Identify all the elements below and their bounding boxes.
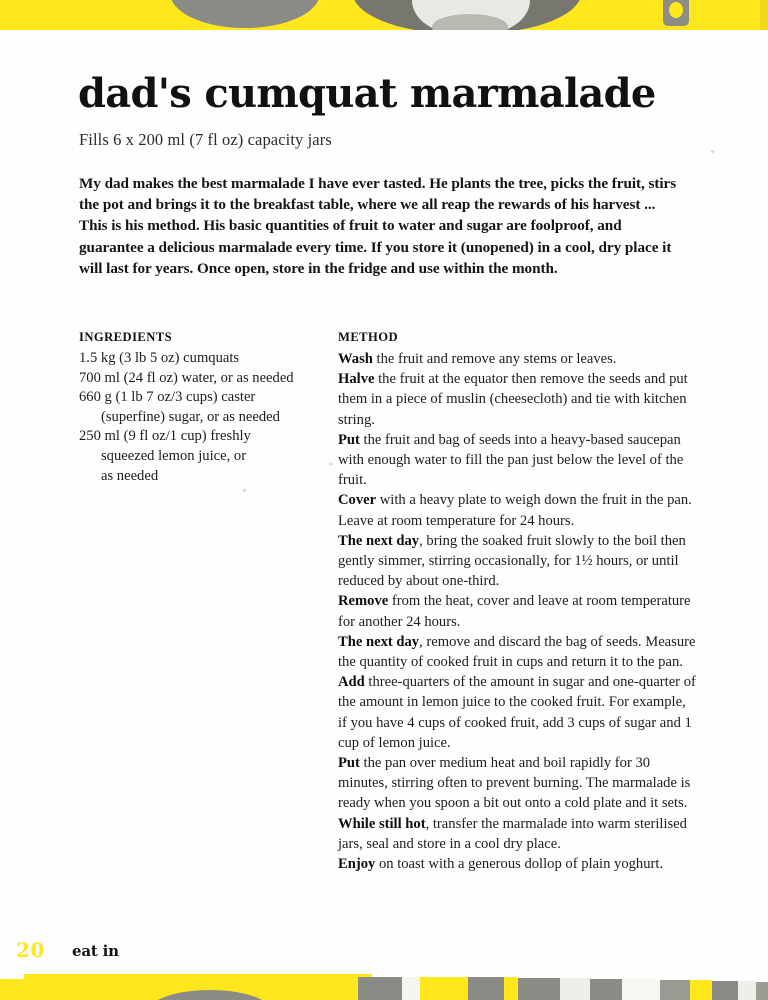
step-text: on toast with a generous dollop of plain yoghurt. xyxy=(375,856,664,873)
band-stripe xyxy=(690,980,712,1000)
step-lead: Put xyxy=(338,755,360,772)
ingredient-text: 1.5 kg (3 lb 5 oz) cumquats xyxy=(79,350,240,366)
band-edge-right-shape xyxy=(760,0,768,30)
step-text: three-quarters of the amount in sugar and one-quarter of the amount in lemon juice to the cooked fruit. For example, if you have 4 cups of cooked fruit, add 3 cups of sugar and 1 cup of lemon juice. xyxy=(338,674,696,751)
method-step xyxy=(338,369,696,430)
band-stripe xyxy=(712,981,738,1000)
band-stripe xyxy=(756,982,768,1000)
ingredient-text-cont: (superfine) sugar, or as needed xyxy=(101,408,280,425)
method-steps xyxy=(338,349,696,874)
page-content xyxy=(0,30,768,873)
method-step xyxy=(338,531,696,592)
step-text: , transfer the marmalade into warm sterilised jars, seal and store in a cool dry place. xyxy=(338,815,687,852)
ingredients-column xyxy=(79,330,329,486)
method-step xyxy=(338,591,696,631)
band-stripe xyxy=(560,978,590,1000)
band-stripe xyxy=(622,979,660,1000)
method-step xyxy=(338,490,696,530)
step-text: the pan over medium heat and boil rapidly for 30 minutes, stirring often to prevent burning. The marmalade is ready when you spoon a bit out onto a cold plate and it sets. xyxy=(338,755,691,812)
ingredient-text-cont2: as needed xyxy=(101,467,159,484)
ingredient-text: 250 ml (9 fl oz/1 cup) freshly xyxy=(79,428,251,445)
step-lead: Cover xyxy=(338,492,377,509)
method-step xyxy=(338,349,696,369)
step-lead: The next day xyxy=(338,532,420,549)
list-item xyxy=(79,427,329,486)
method-step xyxy=(338,632,696,672)
scan-speck xyxy=(243,489,246,492)
jar-lid-dot-shape xyxy=(669,2,683,18)
scan-speck xyxy=(329,463,333,465)
band-stripe xyxy=(402,977,420,1000)
band-stripe xyxy=(738,981,756,1000)
method-step xyxy=(338,814,696,854)
recipe-yield: Fills 6 x 200 ml (7 fl oz) capacity jars xyxy=(79,130,332,149)
band-stripe xyxy=(468,977,504,1000)
ingredients-heading: INGREDIENTS xyxy=(79,330,173,344)
method-step xyxy=(338,430,696,491)
band-stripe xyxy=(504,977,518,1000)
step-lead: Put xyxy=(338,431,360,448)
method-column xyxy=(338,330,696,874)
ingredients-list xyxy=(79,349,329,486)
band-stripe xyxy=(590,979,622,1000)
page-number: 20 xyxy=(16,938,45,962)
band-white-notch xyxy=(0,972,24,979)
band-stripe xyxy=(518,978,560,1000)
band-stripe xyxy=(660,980,690,1000)
step-text: the fruit and bag of seeds into a heavy-based saucepan with enough water to fill the pan just below the level of the fruit. xyxy=(338,431,684,489)
step-lead: Remove xyxy=(338,593,389,610)
band-stripe xyxy=(420,977,468,1000)
step-text: , bring the soaked fruit slowly to the boil then gently simmer, stirring occasionally, for 1½ hours, or until reduced by about one-third. xyxy=(338,532,686,590)
ingredient-text: 700 ml (24 fl oz) water, or as needed xyxy=(79,369,294,386)
step-lead: The next day xyxy=(338,633,420,650)
page-title: dad's cumquat marmalade xyxy=(78,70,656,117)
step-lead: Enjoy xyxy=(338,856,376,873)
method-heading: METHOD xyxy=(338,330,399,344)
bowl-arc-left-shape xyxy=(170,0,320,28)
step-lead: While still hot xyxy=(338,815,426,832)
section-label: eat in xyxy=(72,942,119,960)
top-photo-band xyxy=(0,0,768,30)
method-step xyxy=(338,672,696,753)
scan-speck xyxy=(711,150,714,153)
method-step xyxy=(338,854,696,874)
list-item xyxy=(79,349,329,369)
step-text: from the heat, cover and leave at room temperature for another 24 hours. xyxy=(338,593,691,630)
page-footer xyxy=(0,938,768,972)
band-stripe xyxy=(358,977,402,1000)
ingredient-text: 660 g (1 lb 7 oz/3 cups) caster xyxy=(79,389,256,406)
step-text: , remove and discard the bag of seeds. Measure the quantity of cooked fruit in cups and return it to the pan. xyxy=(338,633,696,671)
recipe-intro: My dad makes the best marmalade I have ever tasted. He plants the tree, picks the fruit, stirs the pot and brings it to the breakfast table, where we all reap the rewards of his harvest ... This is his method. His basic quantities of fruit to water and sugar are foolproof, and guarantee a delicious marmalade every time. If you store it (unopened) in a cool, dry place it will last for years. Once open, store in the fridge and use within the month. xyxy=(79,175,677,277)
list-item xyxy=(79,369,329,389)
step-text: the fruit and remove any stems or leaves. xyxy=(372,351,617,367)
step-text: with a heavy plate to weigh down the fruit in the pan. Leave at room temperature for 24 hours. xyxy=(338,492,692,529)
step-text: the fruit at the equator then remove the seeds and put them in a piece of muslin (cheesecloth) and tie with kitchen string. xyxy=(338,371,688,428)
step-lead: Wash xyxy=(338,351,373,367)
step-lead: Halve xyxy=(338,371,375,388)
list-item xyxy=(79,388,329,427)
bottom-photo-band xyxy=(0,972,768,1000)
step-lead: Add xyxy=(338,674,365,691)
ingredient-text-cont: squeezed lemon juice, or xyxy=(101,447,247,464)
method-step xyxy=(338,753,696,814)
